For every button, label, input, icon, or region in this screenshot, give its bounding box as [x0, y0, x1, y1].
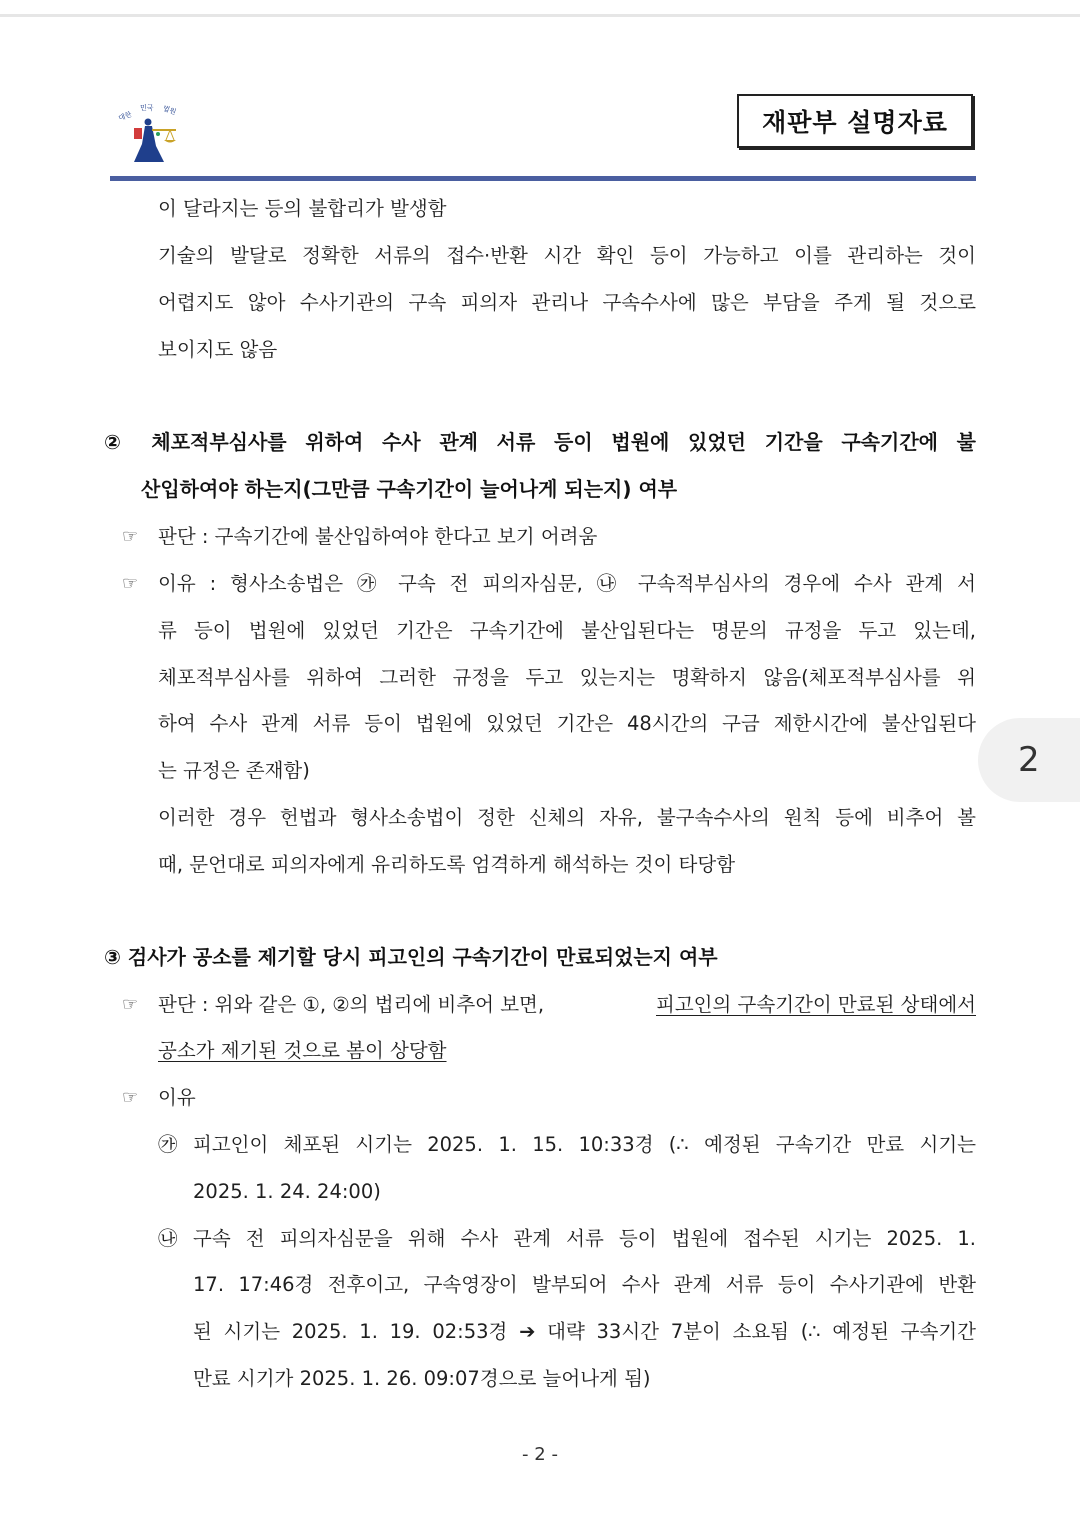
- pointing-hand-icon: ☞: [122, 994, 139, 1015]
- body-line: 이 달라지는 등의 불합리가 발생함: [158, 197, 447, 220]
- reason-text: 하여 수사 관계 서류 등이 법원에 있었던 기간은 48시간의 구금 제한시간에 불산입된다: [158, 712, 976, 735]
- judgment-conclusion: 공소가 제기된 것으로 봄이 상당함: [158, 1039, 447, 1062]
- item-text: 된 시기는 2025. 1. 19. 02:53경 ➔ 대략 33시간 7분이 소요됨 (∴ 예정된 구속기간: [193, 1320, 976, 1343]
- svg-text:민국: 민국: [140, 104, 154, 112]
- svg-text:법원: 법원: [161, 104, 178, 117]
- body-line: 기술의 발달로 정확한 서류의 접수·반환 시간 확인 등이 가능하고 이를 관리하는 것이: [158, 244, 976, 267]
- body-line: 보이지도 않음: [158, 338, 278, 361]
- item-text: 만료 시기가 2025. 1. 26. 09:07경으로 늘어나게 됨): [193, 1367, 651, 1390]
- pointing-hand-icon: ☞: [122, 526, 139, 547]
- reason-text: 때, 문언대로 피의자에게 유리하도록 엄격하게 해석하는 것이 타당함: [158, 853, 736, 876]
- item-marker: ㉯: [158, 1227, 178, 1250]
- section-heading: ③ 검사가 공소를 제기할 당시 피고인의 구속기간이 만료되었는지 여부: [104, 945, 718, 969]
- pointing-hand-icon: ☞: [122, 1087, 139, 1108]
- judgment-conclusion: 피고인의 구속기간이 만료된 상태에서: [656, 993, 976, 1016]
- page-indicator-number: 2: [1018, 740, 1040, 780]
- item-text: 구속 전 피의자심문을 위해 수사 관계 서류 등이 법원에 접수된 시기는 2025. 1.: [193, 1227, 976, 1250]
- header-rule: [110, 176, 976, 181]
- reason-text: 는 규정은 존재함): [158, 759, 310, 782]
- reason-text: 류 등이 법원에 있었던 기간은 구속기간에 불산입된다는 명문의 규정을 두고 있는데,: [158, 619, 976, 642]
- section-heading: 산입하여야 하는지(그만큼 구속기간이 늘어나게 되는지) 여부: [141, 477, 678, 501]
- reason-label: 이유: [158, 1086, 196, 1109]
- item-text: 17. 17:46경 전후이고, 구속영장이 발부되어 수사 관계 서류 등이 수사기관에 반환: [193, 1273, 976, 1296]
- judgment-text: 판단 : 구속기간에 불산입하여야 한다고 보기 어려움: [158, 525, 598, 548]
- reason-text: 이러한 경우 헌법과 형사소송법이 정한 신체의 자유, 불구속수사의 원칙 등에 비추어 볼: [158, 806, 976, 829]
- pointing-hand-icon: ☞: [122, 573, 139, 594]
- reason-text: 체포적부심사를 위하여 그러한 규정을 두고 있는지는 명확하지 않음(체포적부심사를 위: [158, 666, 976, 689]
- judgment-text: 판단 : 위와 같은 ①, ②의 법리에 비추어 보면,: [158, 993, 551, 1016]
- body-line: 어렵지도 않아 수사기관의 구속 피의자 관리나 구속수사에 많은 부담을 주게 될 것으로: [158, 291, 976, 314]
- item-text: 피고인이 체포된 시기는 2025. 1. 15. 10:33경 (∴ 예정된 구속기간 만료 시기는: [193, 1133, 976, 1156]
- top-divider: [0, 14, 1080, 17]
- item-text: 2025. 1. 24. 24:00): [193, 1180, 381, 1203]
- section-heading: ② 체포적부심사를 위하여 수사 관계 서류 등이 법원에 있었던 기간을 구속기간에 불: [104, 430, 976, 454]
- court-logo: [112, 100, 194, 166]
- reason-text: 이유 : 형사소송법은 ㉮ 구속 전 피의자심문, ㉯ 구속적부심사의 경우에 수사 관계 서: [158, 572, 976, 595]
- item-marker: ㉮: [158, 1133, 178, 1156]
- document-type-label: 재판부 설명자료: [737, 94, 973, 148]
- judgment-line: [158, 991, 976, 1019]
- page-number: - 2 -: [522, 1444, 558, 1465]
- svg-text:대한: 대한: [117, 110, 133, 123]
